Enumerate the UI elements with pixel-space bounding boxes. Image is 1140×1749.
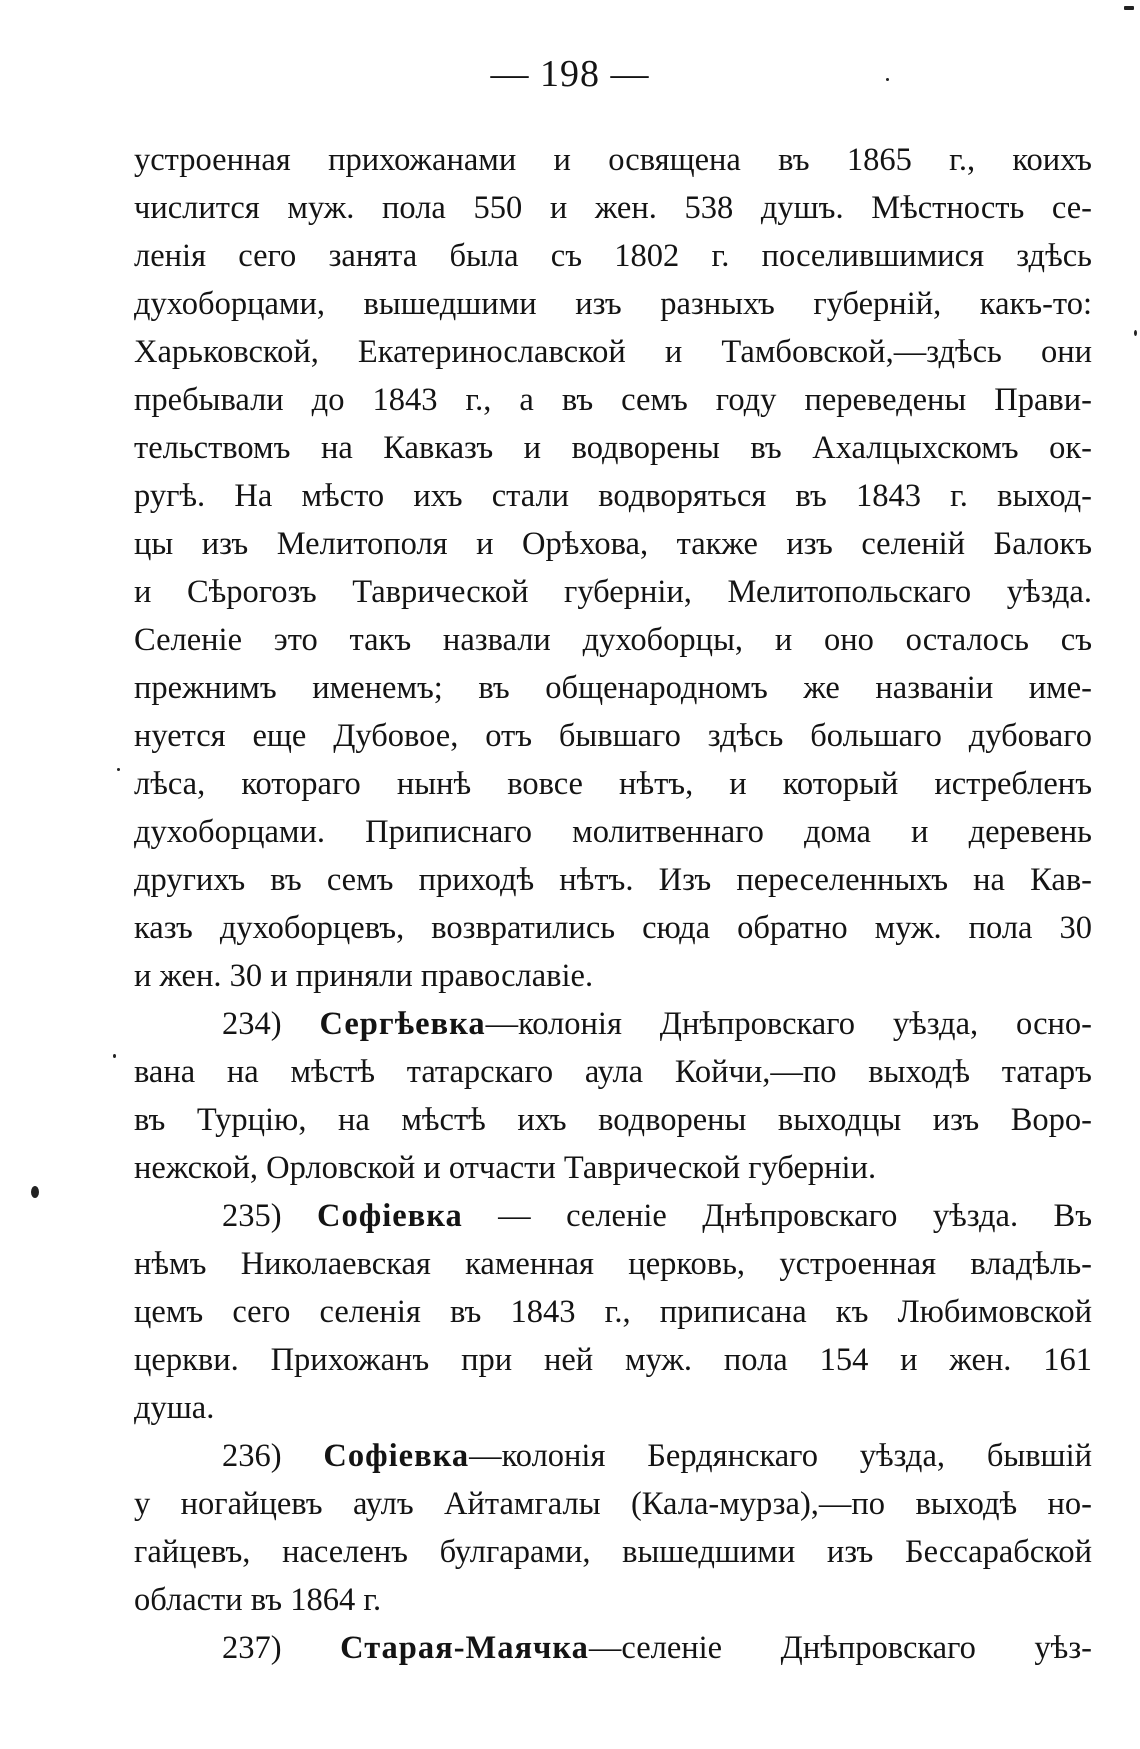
text-line: тельствомъ на Кавказъ и водворены въ Ахалцыхскомъ ок- (134, 430, 1092, 466)
text-line: нуется еще Дубовое, отъ бывшаго здѣсь большаго дубоваго (134, 718, 1092, 754)
text-line: казъ духоборцевъ, возвратились сюда обратно муж. пола 30 (134, 910, 1092, 946)
entry-name: Сергѣевка (319, 1006, 486, 1042)
text-line: числится муж. пола 550 и жен. 538 душъ. Мѣстность се- (134, 190, 1092, 226)
text-line: духоборцами. Приписнаго молитвеннаго дома и деревень (134, 814, 1092, 850)
entry-first-line (134, 1192, 1092, 1240)
page-number: — 198 — (490, 53, 650, 95)
entry-number: 236) (222, 1438, 324, 1474)
text-line: ленія сего занята была съ 1802 г. поселившимися здѣсь (134, 238, 1092, 274)
entry-text: —селеніе Днѣпровскаго уѣз- (588, 1630, 1092, 1666)
entry-name: Софіевка (317, 1198, 463, 1234)
text-line: другихъ въ семъ приходѣ нѣтъ. Изъ переселенныхъ на Кав- (134, 862, 1092, 898)
entry-text: —колонія Бердянскаго уѣзда, бывшій (469, 1438, 1092, 1474)
text-line: ругѣ. На мѣсто ихъ стали водворяться въ 1843 г. выход- (134, 478, 1092, 514)
scan-speck (117, 768, 120, 771)
text-line: прежнимъ именемъ; въ общенародномъ же названіи име- (134, 670, 1092, 706)
entry-first-line (134, 1432, 1092, 1480)
text-line: въ Турцію, на мѣстѣ ихъ водворены выходцы изъ Воро- (134, 1102, 1092, 1138)
text-line: пребывали до 1843 г., а въ семъ году переведены Прави- (134, 382, 1092, 418)
scan-speck (31, 1186, 39, 1198)
text-line: устроенная прихожанами и освящена въ 1865 г., коихъ (134, 142, 1092, 178)
text-line: области въ 1864 г. (134, 1582, 382, 1618)
entry-number: 235) (222, 1198, 318, 1234)
body-text (134, 136, 1092, 1672)
text-line: цемъ сего селенія въ 1843 г., приписана къ Любимовской (134, 1294, 1092, 1330)
scan-speck (886, 78, 889, 81)
text-line: и жен. 30 и приняли православіе. (134, 958, 594, 994)
entry-name: Старая-Маячка (340, 1630, 589, 1666)
entry-number: 234) (222, 1006, 320, 1042)
text-line: духоборцами, вышедшими изъ разныхъ губерній, какъ-то: (134, 286, 1092, 322)
text-line: вана на мѣстѣ татарскаго аула Койчи,—по выходѣ татаръ (134, 1054, 1092, 1090)
text-line: душа. (134, 1390, 215, 1426)
scan-speck (113, 1054, 116, 1058)
text-line: лѣса, котораго нынѣ вовсе нѣтъ, и который истребленъ (134, 766, 1092, 802)
text-line: цы изъ Мелитополя и Орѣхова, также изъ селеній Балокъ (134, 526, 1092, 562)
text-line: у ногайцевъ аулъ Айтамгалы (Кала-мурза),—по выходѣ но- (134, 1486, 1092, 1522)
text-line: гайцевъ, населенъ булгарами, вышедшими изъ Бессарабской (134, 1534, 1092, 1570)
entry-first-line (134, 1000, 1092, 1048)
text-line: церкви. Прихожанъ при ней муж. пола 154 и жен. 161 (134, 1342, 1092, 1378)
text-line: нѣмъ Николаевская каменная церковь, устроенная владѣль- (134, 1246, 1092, 1282)
text-line: и Сѣрогозъ Таврической губерніи, Мелитопольскаго уѣзда. (134, 574, 1092, 610)
scan-speck (1134, 330, 1137, 336)
entry-number: 237) (222, 1630, 341, 1666)
entry-name: Софіевка (323, 1438, 470, 1474)
scan-speck (1124, 6, 1134, 10)
text-line: Селеніе это такъ назвали духоборцы, и оно осталось съ (134, 622, 1092, 658)
text-line: нежской, Орловской и отчасти Таврической губерніи. (134, 1150, 877, 1186)
entry-text: — селеніе Днѣпровскаго уѣзда. Въ (462, 1198, 1092, 1234)
text-line: Харьковской, Екатеринославской и Тамбовской,—здѣсь они (134, 334, 1092, 370)
entry-text: —колонія Днѣпровскаго уѣзда, осно- (485, 1006, 1092, 1042)
entry-first-line (134, 1624, 1092, 1672)
